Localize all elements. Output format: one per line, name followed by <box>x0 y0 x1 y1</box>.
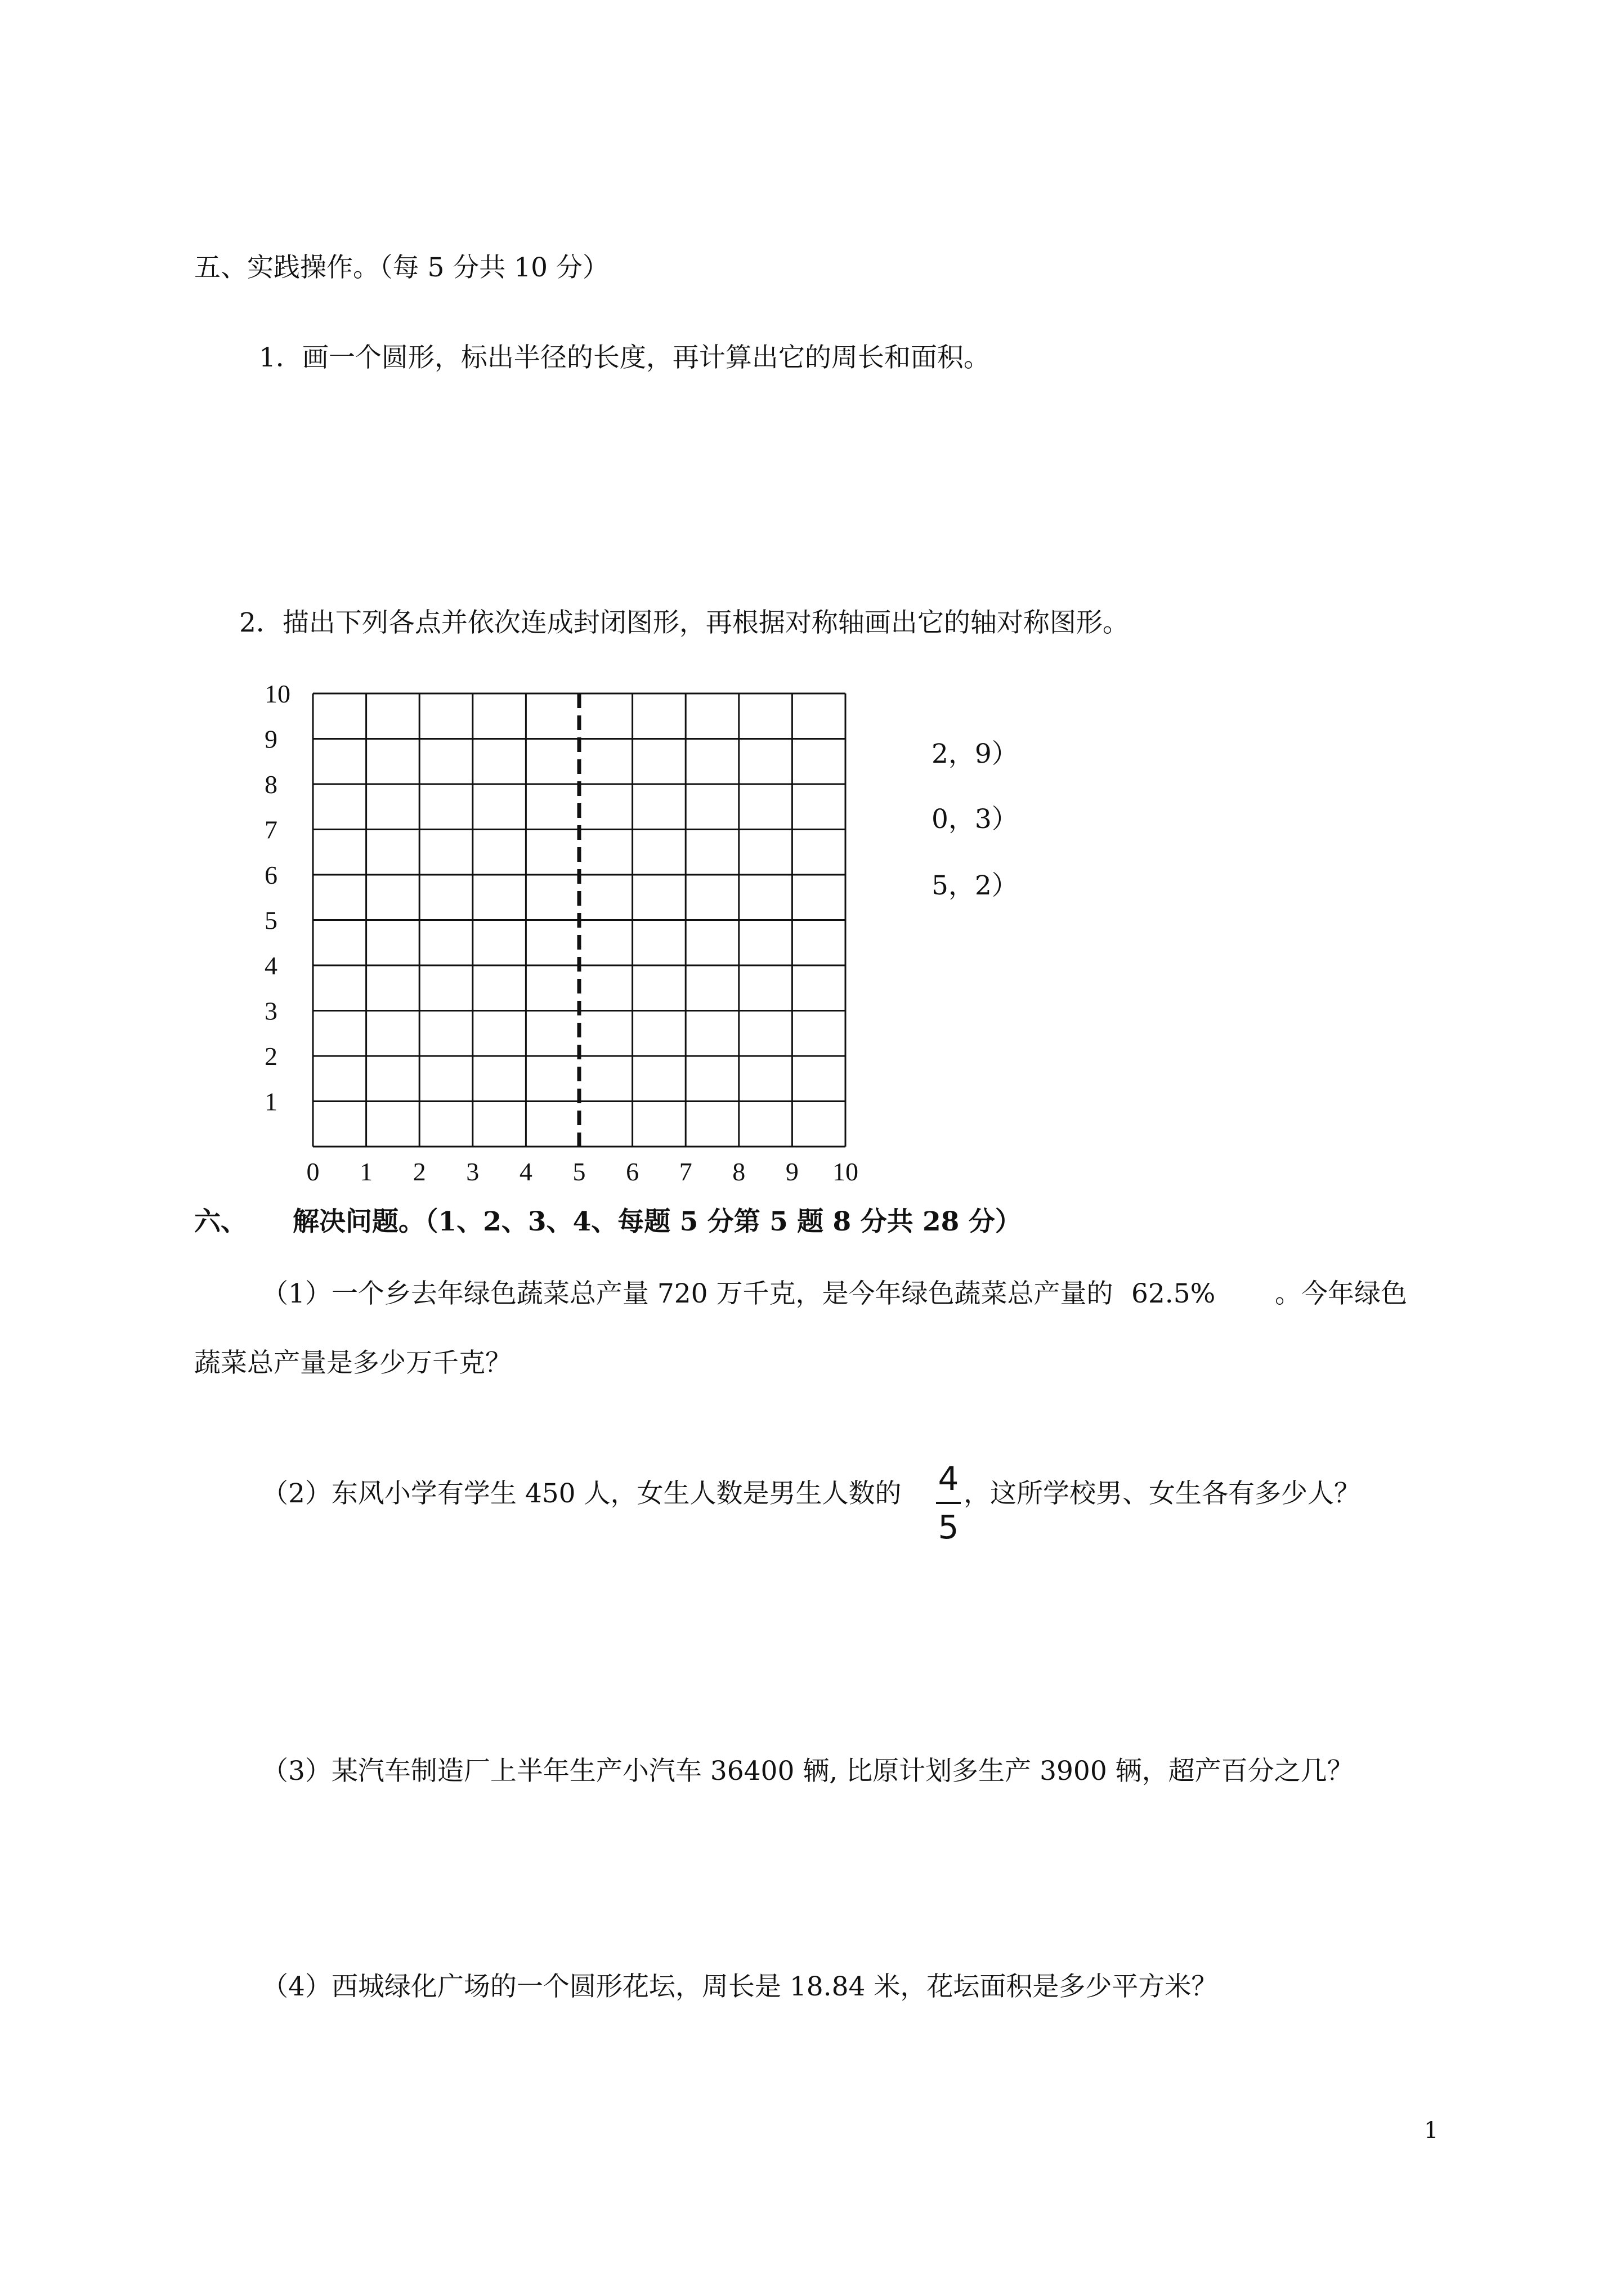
y-tick-label: 4 <box>265 951 277 980</box>
x-tick-label: 0 <box>306 1157 320 1186</box>
x-tick-label: 1 <box>360 1157 373 1186</box>
point-label: 0，3） <box>932 804 1018 835</box>
y-tick-label: 6 <box>265 861 277 889</box>
y-tick-label: 8 <box>265 770 277 799</box>
question-1: 1．画一个圆形，标出半径的长度，再计算出它的周长和面积。 <box>259 342 990 373</box>
problem-1-percent: 62.5% <box>1131 1278 1216 1309</box>
fraction-numerator: 4 <box>938 1460 959 1498</box>
x-tick-label: 7 <box>679 1157 692 1186</box>
x-tick-label: 4 <box>519 1157 532 1186</box>
x-tick-label: 9 <box>785 1157 799 1186</box>
y-tick-label: 10 <box>265 679 290 708</box>
section-5-title: 五、实践操作。（每 5 分共 10 分） <box>194 252 609 283</box>
y-tick-label: 5 <box>265 906 277 935</box>
problem-2-text-a: （2）东风小学有学生 450 人，女生人数是男生人数的 <box>262 1478 902 1509</box>
y-tick-label: 3 <box>265 996 277 1026</box>
point-label: 2，9） <box>932 739 1018 769</box>
x-tick-label: 8 <box>732 1157 746 1186</box>
point-label: 5，2） <box>932 870 1018 901</box>
y-tick-label: 9 <box>265 724 277 754</box>
problem-1-line-1a: （1）一个乡去年绿色蔬菜总产量 720 万千克，是今年绿色蔬菜总产量的 <box>262 1278 1113 1309</box>
x-tick-label: 3 <box>466 1157 480 1186</box>
problem-4: （4）西城绿化广场的一个圆形花坛，周长是 18.84 米，花坛面积是多少平方米？ <box>262 1971 1218 2002</box>
section-6-number: 六、 <box>194 1206 247 1237</box>
x-tick-label: 5 <box>572 1157 586 1186</box>
y-tick-label: 7 <box>265 815 277 844</box>
fraction-bar <box>936 1502 961 1504</box>
page-number: 1 <box>1424 2118 1439 2143</box>
y-tick-label: 2 <box>265 1042 277 1071</box>
problem-1-line-1b: 。今年绿色 <box>1275 1278 1407 1309</box>
question-2: 2．描出下列各点并依次连成封闭图形，再根据对称轴画出它的轴对称图形。 <box>239 607 1129 638</box>
problem-1-line-2: 蔬菜总产量是多少万千克？ <box>194 1348 512 1379</box>
x-tick-label: 10 <box>832 1157 858 1186</box>
fraction-denominator: 5 <box>938 1508 959 1546</box>
problem-2-text-b: ，这所学校男、女生各有多少人？ <box>964 1478 1360 1509</box>
section-6-title: 解决问题。（1、2、3、4、每题 5 分第 5 题 8 分共 28 分） <box>293 1206 1022 1237</box>
y-tick-label: 1 <box>265 1087 277 1116</box>
x-tick-label: 2 <box>413 1157 426 1186</box>
x-tick-label: 6 <box>626 1157 639 1186</box>
problem-3: （3）某汽车制造厂上半年生产小汽车 36400 辆, 比原计划多生产 3900 辆，超产百分之几？ <box>262 1756 1354 1787</box>
